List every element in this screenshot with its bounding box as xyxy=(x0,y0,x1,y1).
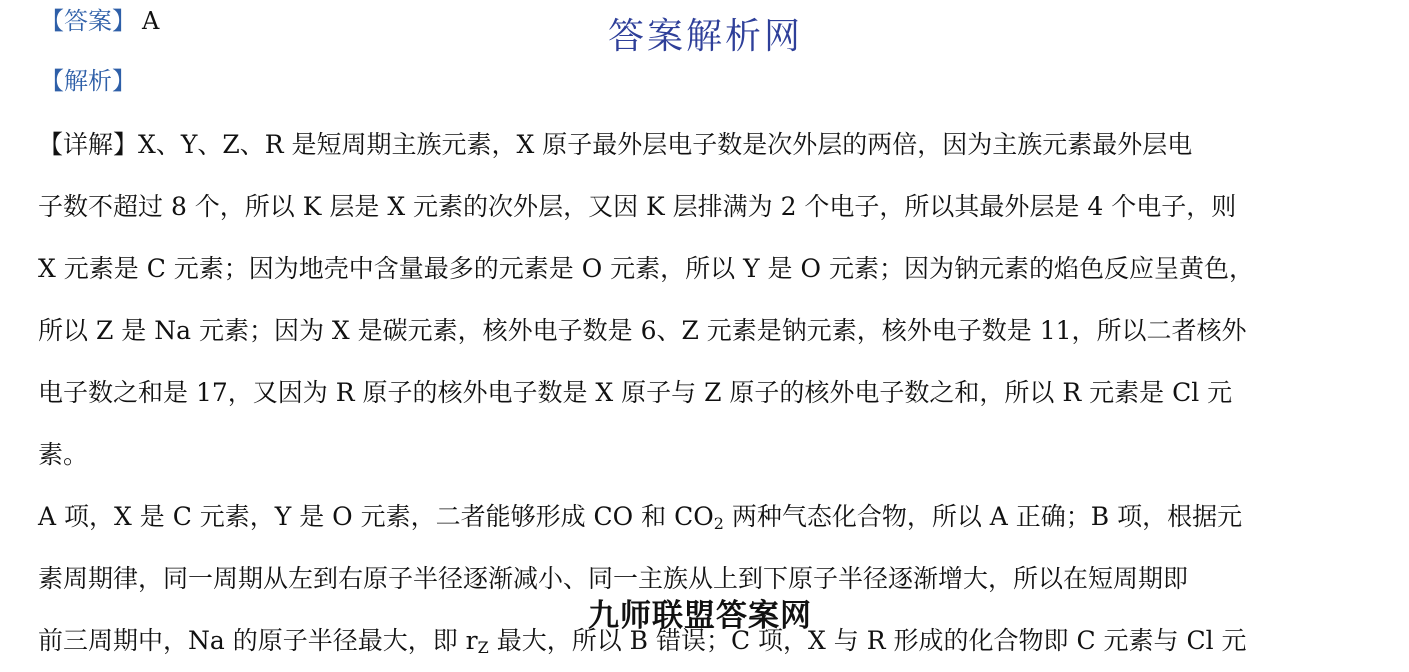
subscript: 2 xyxy=(713,514,724,533)
options-text: 前三周期中，Na 的原子半径最大，即 r xyxy=(38,626,478,655)
detail-paragraph xyxy=(38,114,1338,486)
watermark-top: 答案解析网 xyxy=(608,16,804,57)
options-text: A 项，X 是 C 元素，Y 是 O 元素，二者能够形成 CO 和 CO xyxy=(38,502,714,531)
answer-label: 【答案】 xyxy=(40,7,136,35)
detail-line xyxy=(38,114,1338,176)
options-text: 两种气态化合物，所以 A 正确；B 项，根据元 xyxy=(723,502,1243,531)
options-text: 最大，所以 B 错误；C 项，X 与 R 形成的化合物即 C 元素与 Cl 元 xyxy=(488,626,1247,655)
detail-line: 子数不超过 8 个，所以 K 层是 X 元素的次外层，又因 K 层排满为 2 个电子，所以其最外层是 4 个电子，则 xyxy=(38,192,1237,221)
answer-line xyxy=(40,6,159,36)
detail-line: X 元素是 C 元素；因为地壳中含量最多的元素是 O 元素，所以 Y 是 O 元素；因为钠元素的焰色反应呈黄色， xyxy=(38,254,1254,283)
subscript: Z xyxy=(477,638,489,657)
options-line: 素周期律，同一周期从左到右原子半径逐渐减小、同一主族从上到下原子半径逐渐增大，所以在短周期即 xyxy=(38,564,1189,593)
detail-label: 【详解】 xyxy=(38,130,139,159)
detail-line: 电子数之和是 17，又因为 R 原子的核外电子数是 X 原子与 Z 原子的核外电子数之和，所以 R 元素是 Cl 元 xyxy=(38,378,1233,407)
detail-line: 素。 xyxy=(38,440,89,469)
detail-line: 所以 Z 是 Na 元素；因为 X 是碳元素，核外电子数是 6、Z 元素是钠元素，核外电子数是 11，所以二者核外 xyxy=(38,316,1247,345)
options-line xyxy=(38,486,1338,548)
watermark-bottom: 九师联盟答案网 xyxy=(588,598,812,634)
analysis-label: 【解析】 xyxy=(40,67,136,95)
answer-value: A xyxy=(142,7,160,35)
options-paragraph xyxy=(38,486,1338,672)
detail-line-text: X、Y、Z、R 是短周期主族元素，X 原子最外层电子数是次外层的两倍，因为主族元素最外层电 xyxy=(138,130,1193,159)
